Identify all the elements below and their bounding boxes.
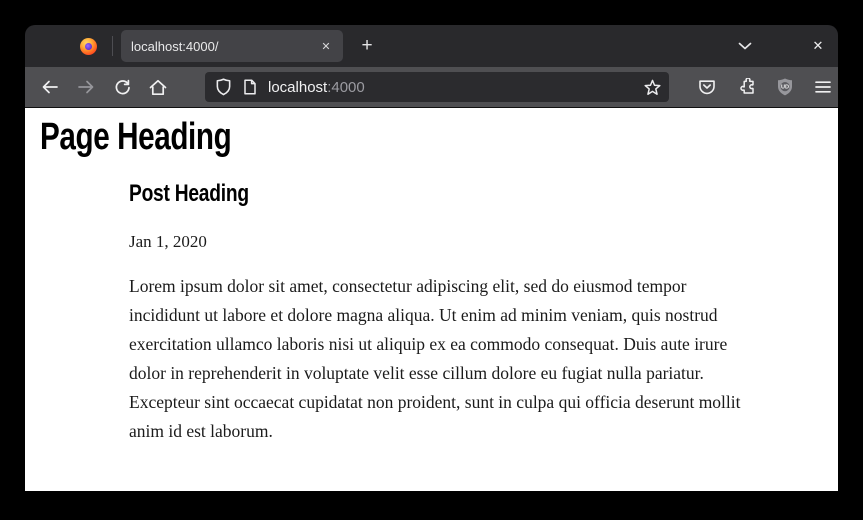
post-date: Jan 1, 2020 <box>129 232 207 251</box>
puzzle-piece-icon <box>738 78 756 96</box>
url-bar[interactable] <box>205 72 669 102</box>
url-host: localhost <box>268 78 328 96</box>
page-content <box>25 108 838 491</box>
navigation-toolbar <box>25 67 838 108</box>
page-heading: Page Heading <box>40 116 232 158</box>
tab-bar <box>25 25 838 67</box>
window-close-button[interactable]: ✕ <box>812 38 824 53</box>
list-all-tabs-button[interactable] <box>733 34 757 58</box>
pocket-icon <box>698 79 716 96</box>
chevron-down-icon <box>738 42 752 50</box>
tab-separator <box>112 36 113 56</box>
back-button[interactable] <box>36 73 64 101</box>
bookmark-star-button[interactable] <box>639 74 665 100</box>
forward-button[interactable] <box>72 73 100 101</box>
post-body: Lorem ipsum dolor sit amet, consectetur adipiscing elit, sed do eiusmod tempor incididunt ut labore et dolore magna aliqua. Ut enim ad minim veniam, quis nostrud exercitation ullamco laboris nisi ut aliquip ex ea commodo consequat. Duis aute irure dolor in reprehenderit in voluptate velit esse cillum dolore eu fugiat nulla pariatur. Excepteur sint occaecat cupidatat non proident, sunt in culpa qui officia deserunt mollit anim id est laborum. <box>129 276 741 441</box>
page-info-icon[interactable] <box>243 79 257 95</box>
browser-tab[interactable] <box>121 30 343 62</box>
extensions-button[interactable] <box>733 73 761 101</box>
post-heading: Post Heading <box>129 180 249 207</box>
tracking-protection-shield-icon[interactable] <box>215 78 232 96</box>
star-icon <box>644 79 661 96</box>
back-arrow-icon <box>41 80 59 94</box>
svg-text:UD: UD <box>780 84 790 91</box>
reload-button[interactable] <box>108 73 136 101</box>
url-port: :4000 <box>327 78 365 96</box>
ud-shield-icon <box>775 77 795 97</box>
post-article <box>129 179 755 446</box>
firefox-logo-icon[interactable] <box>80 38 97 55</box>
url-text[interactable] <box>268 79 639 96</box>
home-button[interactable] <box>144 73 172 101</box>
new-tab-button[interactable]: + <box>361 35 373 56</box>
hamburger-menu-icon <box>815 81 831 93</box>
home-icon <box>149 79 167 96</box>
pocket-button[interactable] <box>693 73 721 101</box>
reload-icon <box>114 79 131 96</box>
forward-arrow-icon <box>77 80 95 94</box>
extension-ud-badge-button[interactable] <box>771 73 799 101</box>
menu-button[interactable] <box>809 73 837 101</box>
tab-title: localhost:4000/ <box>131 38 219 54</box>
browser-window <box>25 25 838 491</box>
tab-close-icon[interactable]: ✕ <box>321 40 331 53</box>
